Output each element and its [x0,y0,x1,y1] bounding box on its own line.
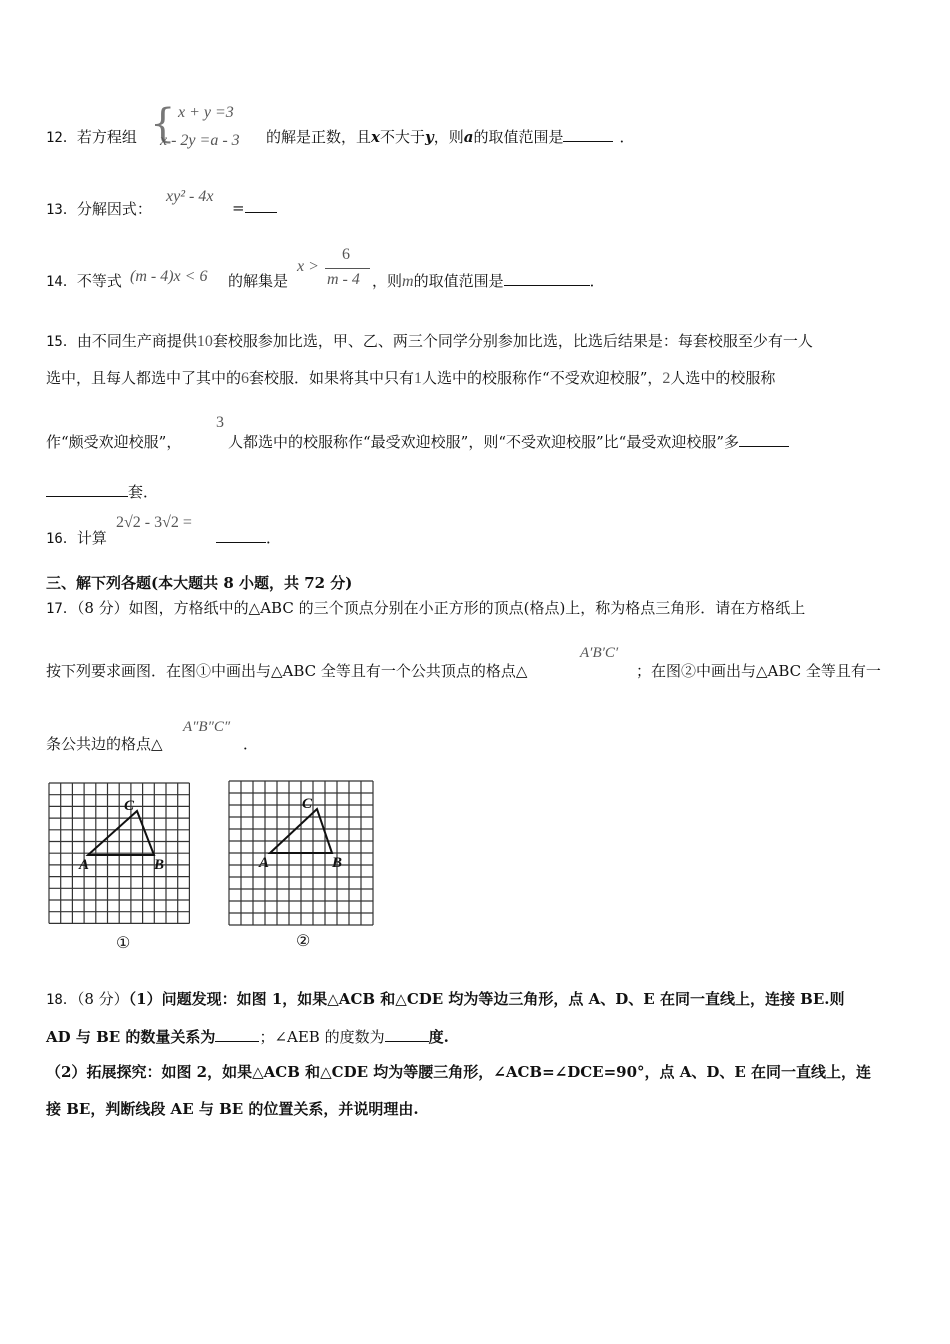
q18-score: （8 分） [76,990,129,1008]
q16-answer [216,527,281,548]
figure-2-label: ② [296,933,311,950]
q15-line2d: 人选中的校服称 [670,369,776,387]
q16-answer-blank [216,528,266,543]
q12-number: 12． [46,130,77,146]
q16-expr: 2√2 - 3√2 = [116,514,192,531]
point-a-label: A [259,855,270,871]
q14-var-m: m [402,273,414,290]
q12-var-a: a [463,128,474,146]
q15-line1 [46,330,813,351]
q12-text2: 不大于 [379,128,425,146]
q15-line3b-row [228,431,789,452]
q14-text2: 的解集是 [228,272,289,290]
q18-part1-line2b: ；∠AEB 的度数为 [259,1028,385,1046]
q18-line3 [46,1061,871,1082]
q13-number: 13． [46,202,77,218]
q17-tri1: A′B′C′ [580,645,619,661]
q14-text4: 的取值范围是 [413,272,504,290]
q12-row [46,126,137,147]
q12-text1: 的解是正数，且 [266,128,372,146]
q17-line3b: ． [243,735,259,753]
q12-text3: ，则 [433,128,464,146]
q14-frac-bar [325,268,370,269]
q17-figure-1 [46,780,191,955]
q15-n2: 2 [662,370,671,387]
q18-part1-line1: 问题发现：如图 1，如果△ACB 和△CDE 均为等边三角形，点 A、D、E 在同一直线上，连接 BE.则 [161,990,845,1008]
q17-figure-2 [226,778,376,953]
q14-end: ． [589,272,605,290]
q15-n6: 6 [241,370,250,387]
point-c-label: C [124,798,135,814]
q18-part2-line1: 拓展探究：如图 2，如果△ACB 和△CDE 均为等腰三角形，∠ACB=∠DCE=90°，点 A、D、E 在同一直线上，连 [86,1063,872,1081]
q15-answer-blank-2 [46,482,128,497]
q14-frac-num: 6 [342,246,350,263]
q18-answer-blank-2 [385,1027,429,1042]
q12-tail [266,126,634,147]
q13-equals: = [232,199,245,217]
q17-line1-text: 如图，方格纸中的△ABC 的三个顶点分别在小正方形的顶点(格点)上，称为格点三角形．请在方格纸上 [128,599,806,617]
q15-n1: 1 [414,370,423,387]
q12-eq2: x - 2y =a - 3 [160,132,240,149]
q15-line4 [46,481,158,502]
q16-end: ． [266,529,282,547]
q18-line2 [46,1026,449,1047]
q14-text3: ，则 [372,272,403,290]
q12-text4: 的取值范围是 [473,128,564,146]
q18-part2-tag: （2） [46,1063,87,1081]
q13-row [46,198,152,219]
q15-line2 [46,367,775,388]
section-3-title: 三、解下列各题(本大题共 8 小题，共 72 分) [46,574,353,592]
q13-text: 分解因式： [76,200,152,218]
q17-line3a: 条公共边的格点△ [46,735,163,753]
q15-line1b: 套校服参加比选，甲、乙、两三个同学分别参加比选，比选后结果是：每套校服至少有一人 [212,332,813,350]
q13-expr: xy² - 4x [166,188,214,205]
q12-var-y: y [424,128,434,146]
q14-sol-left: x > [297,258,319,275]
q15-line2a: 选中，且每人都选中了其中的 [46,369,242,387]
q15-line1a: 由不同生产商提供 [76,332,197,350]
q15-n10: 10 [196,333,213,350]
q18-number: 18． [46,992,77,1008]
point-b-label: B [154,857,165,873]
q17-tri2: A″B″C″ [183,719,231,735]
q18-line4: 接 BE，判断线段 AE 与 BE 的位置关系，并说明理由. [46,1100,419,1118]
point-b-label: B [332,855,343,871]
q18-line1 [46,988,845,1009]
q14-answer-blank [504,271,590,286]
q15-line2b: 套校服．如果将其中只有 [249,369,415,387]
q17-score: （8 分） [76,599,129,617]
q18-part1-line2a: AD 与 BE 的数量关系为 [46,1028,216,1046]
grid-1 [49,783,189,923]
q15-line3b: 人都选中的校服称作“最受欢迎校服”，则“不受欢迎校服”比“最受欢迎校服”多 [228,433,740,451]
q13-answer [232,198,277,217]
q12-end: ． [619,128,635,146]
q18-part1-line2c: 度. [428,1028,449,1046]
q18-answer-blank-1 [215,1027,259,1042]
q16-number: 16． [46,531,77,547]
q14-inequality: (m - 4)x < 6 [130,268,208,285]
q12-prefix: 若方程组 [76,128,137,146]
q14-number: 14． [46,274,77,290]
q16-text: 计算 [76,529,107,547]
q17-line1 [46,597,805,618]
q12-eq1: x + y =3 [178,104,234,121]
q17-line2a: 按下列要求画图．在图①中画出与△ABC 全等且有一个公共顶点的格点△ [46,662,528,680]
q12-var-x: x [371,128,380,146]
q18-part1-tag: （1） [128,990,162,1008]
q17-number: 17． [46,601,77,617]
q14-frac-den: m - 4 [327,271,360,288]
q13-answer-blank [245,198,277,213]
q15-line2c: 人选中的校服称作“不受欢迎校服”， [422,369,663,387]
q14-row-b [372,270,605,291]
point-a-label: A [79,857,90,873]
q15-number: 15． [46,334,77,350]
point-c-label: C [302,796,313,812]
q15-line4-text: 套． [128,483,159,501]
q12-answer-blank [563,127,613,142]
figure-1-label: ① [116,935,131,952]
q15-n3: 3 [216,414,224,431]
q14-row-a [46,270,122,291]
q14-text1: 不等式 [76,272,122,290]
q16-row [46,527,107,548]
q15-line3a: 作“颇受欢迎校服”， [46,433,182,451]
q15-answer-blank-1 [739,432,789,447]
q17-line2b: ；在图②中画出与△ABC 全等且有一 [636,662,881,680]
q12-brace: { [150,101,176,147]
